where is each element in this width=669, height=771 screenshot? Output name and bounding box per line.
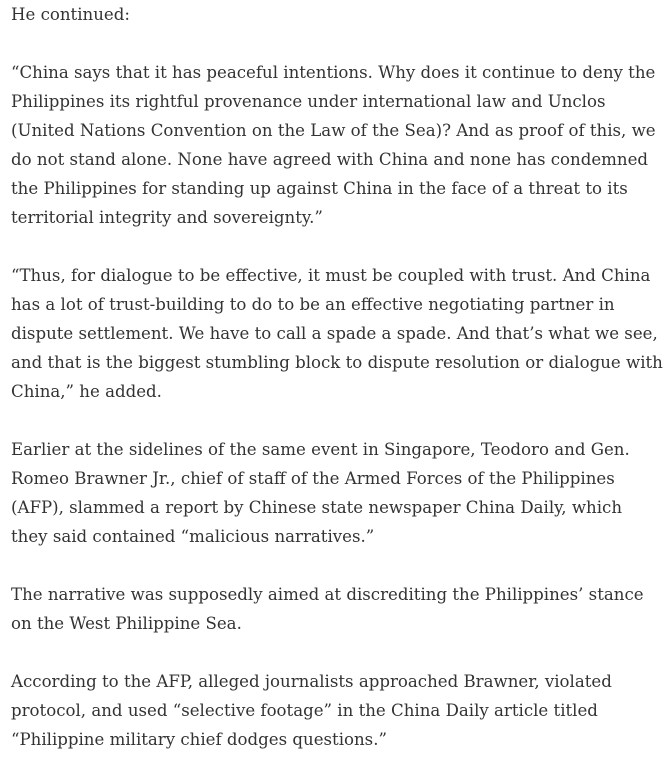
paragraph-narrative-aim: The narrative was supposedly aimed at discrediting the Philippines’ stance on the West Philippine Sea. [11,585,644,633]
paragraph-china-daily-report: Earlier at the sidelines of the same event in Singapore, Teodoro and Gen. Romeo Brawner Jr., chief of staff of the Armed Forces of the Philippines (AFP), slammed a report by Chinese state newspaper China Daily, which they said contained “malicious narratives.” [11,440,630,546]
paragraph-quote-dialogue-trust: “Thus, for dialogue to be effective, it must be coupled with trust. And China has a lot of trust-building to do to be an effective negotiating partner in dispute settlement. We have to call a spade a spade. And that’s what we see, and that is the biggest stumbling block to dispute resolution or dialogue with China,” he added. [11,266,663,401]
paragraph-afp-selective-footage: According to the AFP, alleged journalists approached Brawner, violated protocol, and used “selective footage” in the China Daily article titled “Philippine military chief dodges questions.” [11,672,612,749]
paragraph-quote-peaceful-intentions: “China says that it has peaceful intentions. Why does it continue to deny the Philippines its rightful provenance under international law and Unclos (United Nations Convention on the Law of the Sea)? And as proof of this, we do not stand alone. None have agreed with China and none has condemned the Philippines for standing up against China in the face of a threat to its territorial integrity and sovereignty.” [11,63,656,227]
paragraph-he-continued: He continued: [11,5,130,24]
